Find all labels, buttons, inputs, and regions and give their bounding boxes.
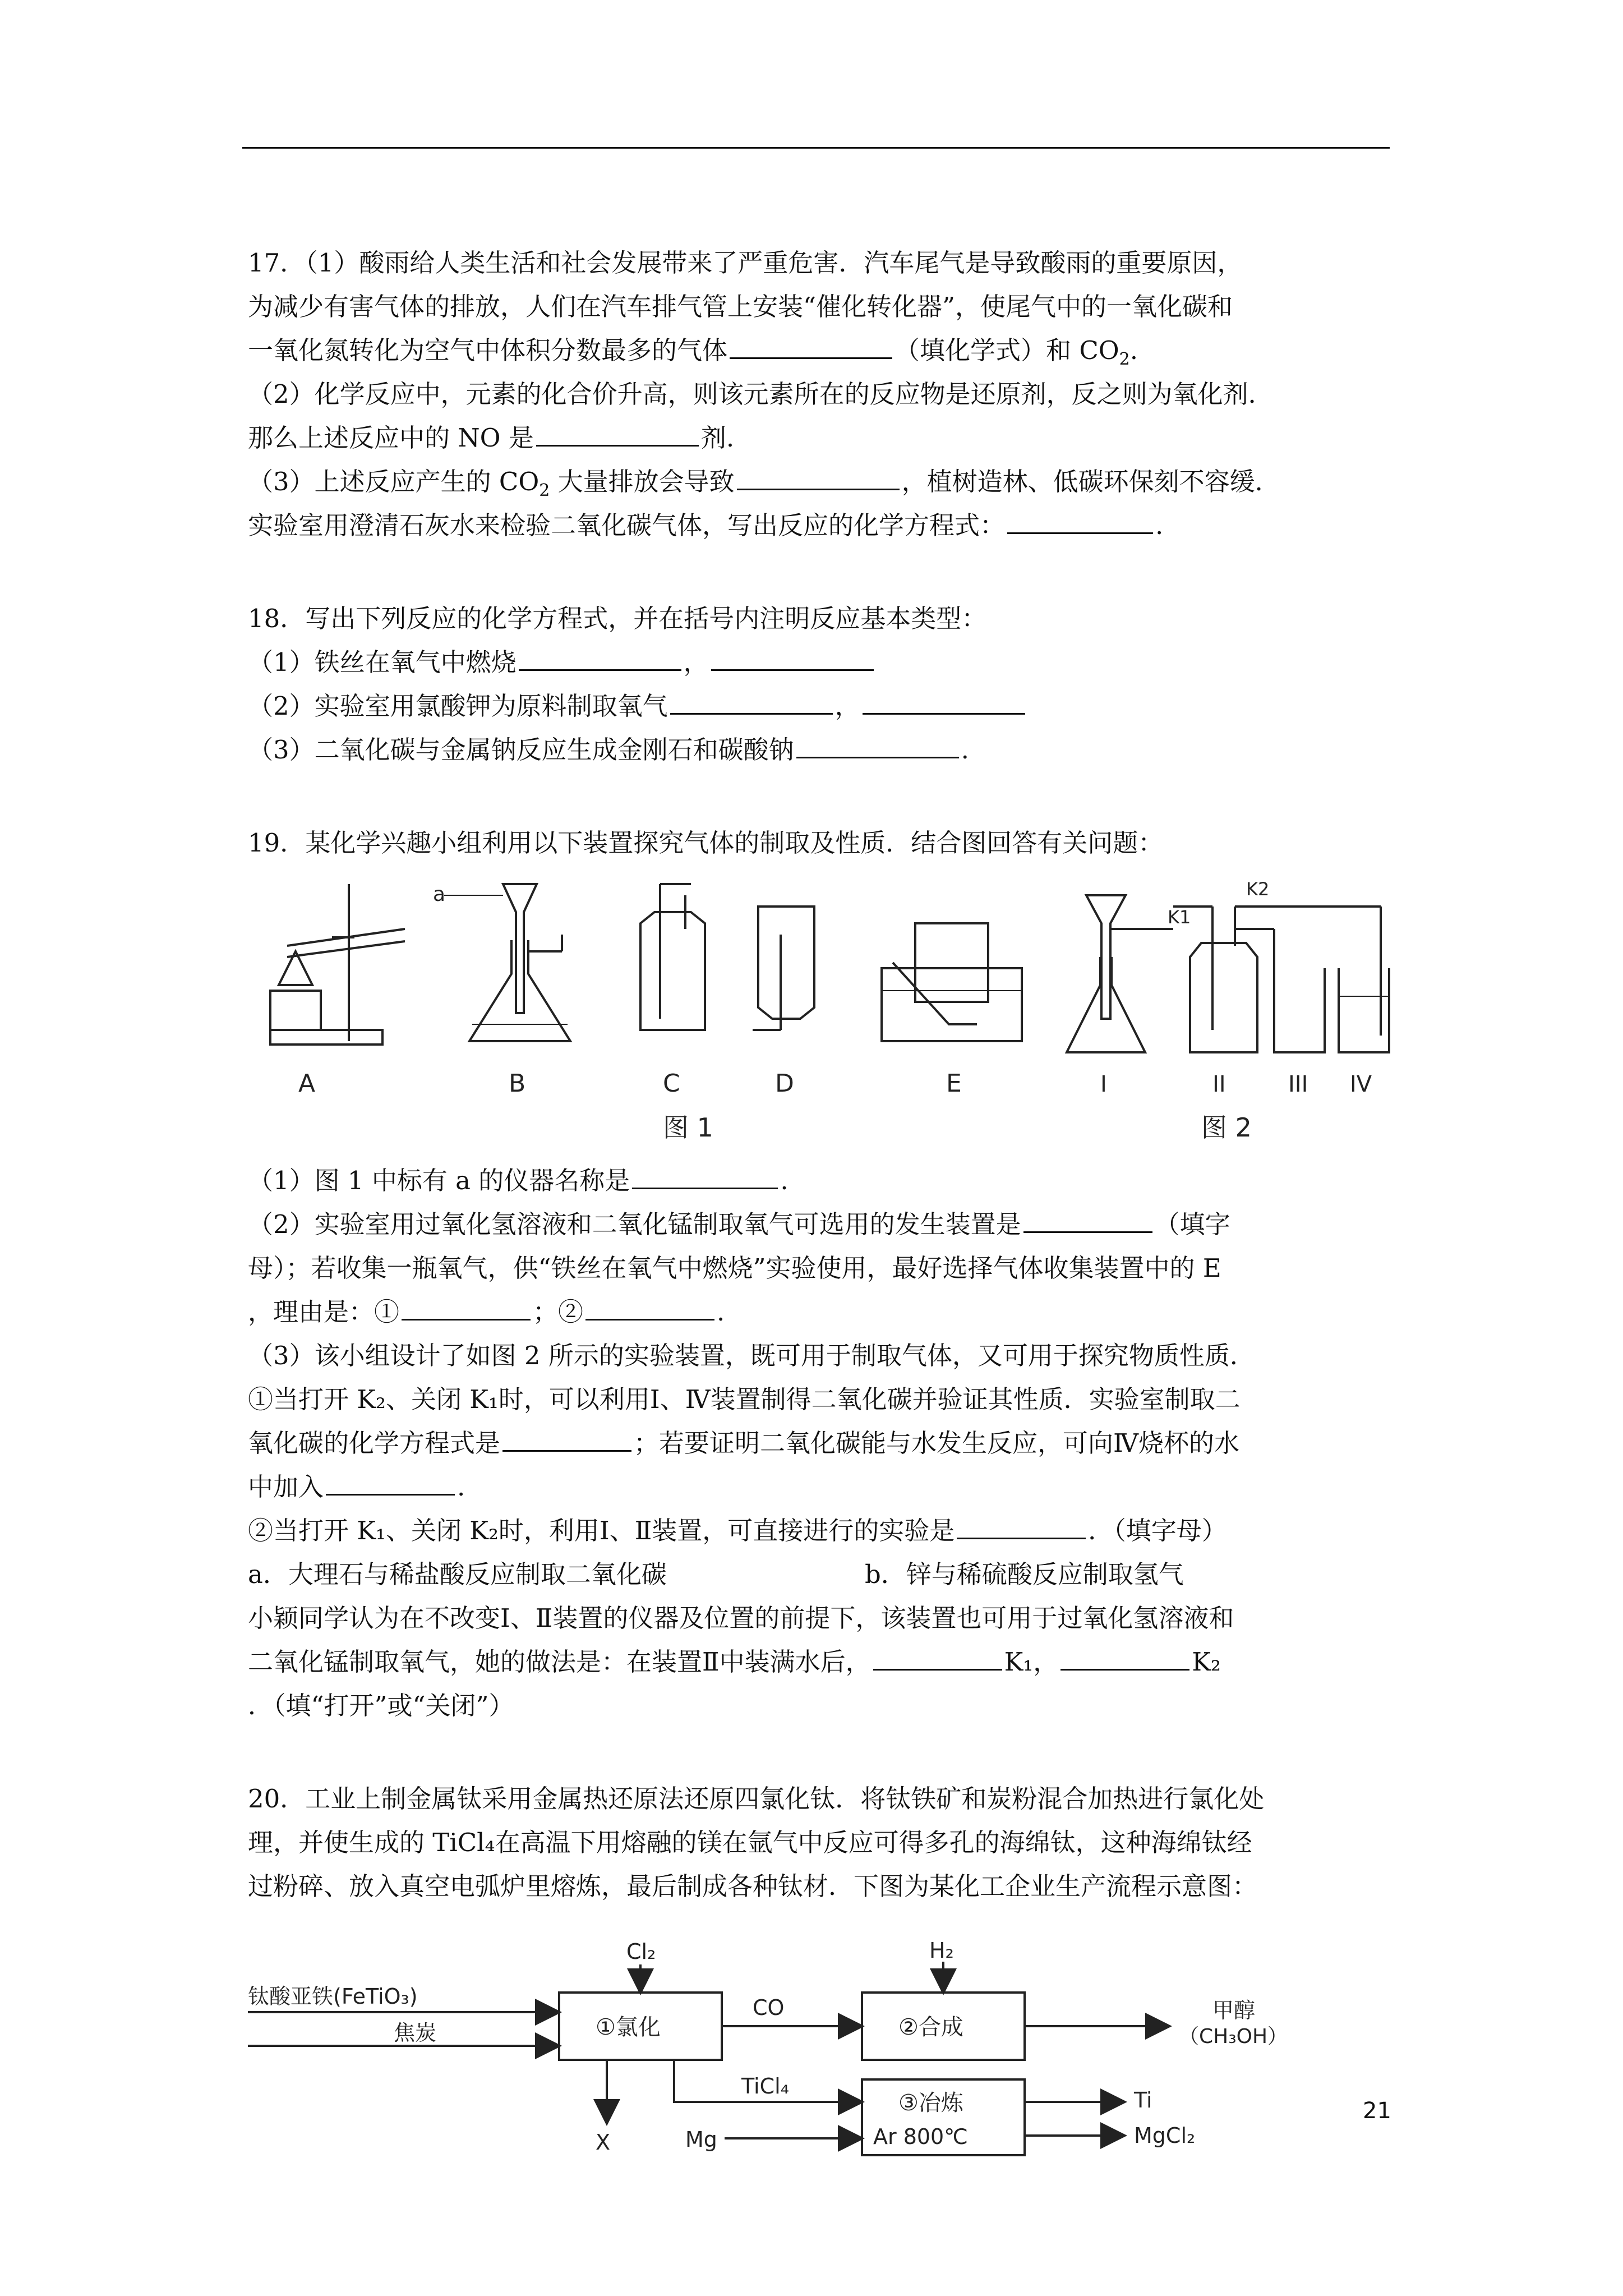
page-content bbox=[248, 241, 1392, 2166]
q18-text: （2）实验室用氯酸钾为原料制取氧气 bbox=[248, 691, 668, 721]
answer-blank[interactable] bbox=[730, 330, 892, 359]
answer-blank[interactable] bbox=[873, 1642, 1002, 1671]
flow-smelting-conditions: Ar 800℃ bbox=[873, 2124, 968, 2149]
q19-option-b: b．锌与稀硫酸反应制取氢气 bbox=[865, 1559, 1184, 1589]
q19-text: . bbox=[457, 1472, 465, 1502]
q19-line-7 bbox=[248, 1421, 1392, 1465]
fig-label-i: I bbox=[1100, 1071, 1107, 1097]
subscript: 2 bbox=[539, 481, 550, 500]
fig-label-k1: K1 bbox=[1168, 907, 1191, 928]
answer-blank[interactable] bbox=[536, 418, 699, 447]
q19-text: . bbox=[780, 1166, 789, 1195]
fig-label-a-pointer: a bbox=[433, 883, 446, 906]
q20-line-2: 理，并使生成的 TiCl₄在高温下用熔融的镁在氩气中反应可得多孔的海绵钛，这种海绵钛经 bbox=[248, 1828, 1252, 1857]
q19-text: ．（填字母） bbox=[1088, 1516, 1227, 1545]
answer-blank[interactable] bbox=[402, 1292, 531, 1320]
answer-blank[interactable] bbox=[1061, 1642, 1189, 1671]
q19-text: . bbox=[717, 1297, 725, 1327]
q17-text: 实验室用澄清石灰水来检验二氧化碳气体，写出反应的化学方程式： bbox=[248, 510, 1006, 540]
fig-label-d: D bbox=[775, 1069, 794, 1098]
flow-step-smelting: ③冶炼 bbox=[898, 2090, 963, 2116]
q17-text: 一氧化氮转化为空气中体积分数最多的气体 bbox=[248, 335, 728, 365]
flow-input-coke: 焦炭 bbox=[394, 2021, 437, 2045]
q19-option-a: a．大理石与稀盐酸反应制取二氧化碳 bbox=[248, 1559, 667, 1589]
q18-line-1: 18．写出下列反应的化学方程式，并在括号内注明反应基本类型： bbox=[248, 604, 987, 633]
answer-blank[interactable] bbox=[585, 1292, 714, 1320]
q17-text: . bbox=[1155, 510, 1164, 540]
q17-line-6 bbox=[248, 460, 1392, 504]
flow-ticl4: TiCl₄ bbox=[741, 2074, 789, 2099]
q19-intro: 19．某化学兴趣小组利用以下装置探究气体的制取及性质．结合图回答有关问题： bbox=[248, 828, 1164, 858]
q20-line-3: 过粉碎、放入真空电弧炉里熔炼，最后制成各种钛材．下图为某化工企业生产流程示意图： bbox=[248, 1871, 1258, 1901]
apparatus-c bbox=[640, 884, 705, 1030]
apparatus-2-iii bbox=[1274, 968, 1325, 1052]
apparatus-2-ii bbox=[1173, 907, 1381, 1052]
fig-label-b: B bbox=[509, 1069, 526, 1098]
flow-mg: Mg bbox=[685, 2127, 717, 2152]
q19-line-8 bbox=[248, 1465, 1392, 1509]
flow-product-ch3oh: （CH₃OH） bbox=[1179, 2025, 1288, 2048]
answer-blank[interactable] bbox=[957, 1511, 1086, 1539]
q19-line-13: ．（填“打开”或“关闭”） bbox=[248, 1691, 514, 1720]
q17-text: 剂. bbox=[700, 423, 735, 453]
flow-input-fetio3: 钛酸亚铁(FeTiO₃) bbox=[248, 1984, 418, 2009]
q17-text: ，植树造林、低碳环保刻不容缓． bbox=[901, 467, 1280, 496]
apparatus-figures bbox=[248, 873, 1392, 1153]
answer-blank[interactable] bbox=[737, 462, 900, 490]
flow-cl2: Cl₂ bbox=[626, 1942, 656, 1964]
subscript: 2 bbox=[1119, 349, 1130, 369]
fig1-caption: 图 1 bbox=[663, 1112, 713, 1143]
q19-line-9 bbox=[248, 1509, 1392, 1553]
apparatus-figure-svg bbox=[248, 873, 1392, 1153]
q17-line-7 bbox=[248, 504, 1392, 547]
flow-svg bbox=[248, 1942, 1392, 2166]
q17-line-4: （2）化学反应中，元素的化合价升高，则该元素所在的反应物是还原剂，反之则为氧化剂． bbox=[248, 379, 1274, 409]
question-19 bbox=[248, 821, 1392, 1728]
q19-text: （1）图 1 中标有 a 的仪器名称是 bbox=[248, 1166, 630, 1195]
q18-text: ， bbox=[834, 691, 860, 721]
fig-label-e: E bbox=[946, 1069, 962, 1098]
q19-text: 中加入 bbox=[248, 1472, 324, 1502]
q17-text: （填化学式）和 CO bbox=[895, 335, 1119, 365]
flow-x: X bbox=[596, 2130, 611, 2155]
apparatus-e bbox=[882, 923, 1022, 1041]
answer-blank[interactable] bbox=[632, 1161, 778, 1189]
fig-label-iv: IV bbox=[1350, 1071, 1372, 1097]
answer-blank[interactable] bbox=[1007, 505, 1153, 534]
flow-co: CO bbox=[753, 1995, 785, 2020]
fig-label-iii: III bbox=[1288, 1071, 1308, 1097]
q17-line-2: 为减少有害气体的排放，人们在汽车排气管上安装“催化转化器”，使尾气中的一氧化碳和 bbox=[248, 292, 1233, 321]
fig-label-k2: K2 bbox=[1246, 878, 1270, 900]
q17-text: 那么上述反应中的 NO 是 bbox=[248, 423, 534, 453]
q19-line-5: （3）该小组设计了如图 2 所示的实验装置，既可用于制取气体，又可用于探究物质性质． bbox=[248, 1341, 1255, 1370]
apparatus-b bbox=[444, 884, 570, 1041]
flow-product-ti: Ti bbox=[1134, 2088, 1152, 2113]
flow-product-mgcl2: MgCl₂ bbox=[1134, 2123, 1196, 2148]
q19-line-10 bbox=[248, 1553, 1392, 1596]
q19-line-4 bbox=[248, 1290, 1392, 1334]
answer-blank[interactable] bbox=[1023, 1204, 1152, 1233]
q18-text: （3）二氧化碳与金属钠反应生成金刚石和碳酸钠 bbox=[248, 735, 794, 765]
q18-text: ， bbox=[683, 647, 709, 677]
fig-label-c: C bbox=[663, 1069, 680, 1098]
question-17 bbox=[248, 241, 1392, 547]
q19-line-11: 小颖同学认为在不改变Ⅰ、Ⅱ装置的仪器及位置的前提下，该装置也可用于过氧化氢溶液和 bbox=[248, 1603, 1234, 1633]
fig2-caption: 图 2 bbox=[1201, 1112, 1252, 1143]
q18-text: （1）铁丝在氧气中燃烧 bbox=[248, 647, 517, 677]
page-number: 21 bbox=[1363, 2098, 1391, 2124]
q17-line-3 bbox=[248, 329, 1392, 372]
q19-text: （填字 bbox=[1154, 1209, 1230, 1239]
flow-product-methanol: 甲醇 bbox=[1212, 1998, 1256, 2023]
question-18 bbox=[248, 597, 1392, 772]
q19-text: K₂ bbox=[1192, 1647, 1221, 1677]
answer-blank[interactable] bbox=[670, 686, 833, 715]
q19-text: ；② bbox=[533, 1297, 584, 1327]
q17-text: . bbox=[1129, 335, 1138, 365]
q18-line-2 bbox=[248, 641, 1392, 684]
answer-blank[interactable] bbox=[711, 642, 874, 671]
q17-text: （3）上述反应产生的 CO bbox=[248, 467, 540, 496]
apparatus-2-iv bbox=[1339, 907, 1389, 1052]
q19-line-2 bbox=[248, 1203, 1392, 1246]
fig-label-ii: II bbox=[1212, 1071, 1226, 1097]
q19-line-12 bbox=[248, 1640, 1392, 1684]
question-20 bbox=[248, 1777, 1392, 2166]
flow-step-chlorination: ①氯化 bbox=[596, 2014, 661, 2040]
answer-blank[interactable] bbox=[863, 686, 1025, 715]
apparatus-d bbox=[753, 907, 814, 1030]
q19-line-3: 母）；若收集一瓶氧气，供“铁丝在氧气中燃烧”实验使用，最好选择气体收集装置中的 E bbox=[248, 1253, 1221, 1283]
fig-label-a: A bbox=[298, 1069, 316, 1098]
q19-line-6: ①当打开 K₂、关闭 K₁时，可以利用Ⅰ、Ⅳ装置制得二氧化碳并验证其性质．实验室制取二 bbox=[248, 1384, 1241, 1414]
q17-line-5 bbox=[248, 416, 1392, 460]
q17-line-1: 17．（1）酸雨给人类生活和社会发展带来了严重危害．汽车尾气是导致酸雨的重要原因， bbox=[248, 248, 1243, 278]
q19-text: ；若要证明二氧化碳能与水发生反应，可向Ⅳ烧杯的水 bbox=[634, 1428, 1239, 1458]
q20-line-1: 20．工业上制金属钛采用金属热还原法还原四氯化钛．将钛铁矿和炭粉混合加热进行氯化处 bbox=[248, 1784, 1265, 1814]
process-flow-diagram bbox=[248, 1942, 1392, 2166]
q19-line-1 bbox=[248, 1159, 1392, 1203]
q18-line-3 bbox=[248, 684, 1392, 728]
q19-text: ，理由是：① bbox=[248, 1297, 400, 1327]
q19-text: K₁， bbox=[1004, 1647, 1059, 1677]
apparatus-2-i bbox=[1067, 895, 1173, 1052]
q19-text: 二氧化锰制取氧气，她的做法是：在装置Ⅱ中装满水后， bbox=[248, 1647, 871, 1677]
flow-h2: H₂ bbox=[929, 1942, 954, 1963]
q17-text: 大量排放会导致 bbox=[550, 467, 735, 496]
q18-line-4 bbox=[248, 728, 1392, 772]
q19-text: 氧化碳的化学方程式是 bbox=[248, 1428, 501, 1458]
q19-text: （2）实验室用过氧化氢溶液和二氧化锰制取氧气可选用的发生装置是 bbox=[248, 1209, 1021, 1239]
answer-blank[interactable] bbox=[796, 730, 959, 758]
header-rule bbox=[242, 147, 1390, 149]
answer-blank[interactable] bbox=[519, 642, 681, 671]
answer-blank[interactable] bbox=[326, 1467, 455, 1496]
apparatus-a bbox=[270, 884, 405, 1045]
q19-text: ②当打开 K₁、关闭 K₂时，利用Ⅰ、Ⅱ装置，可直接进行的实验是 bbox=[248, 1516, 955, 1545]
q18-text: . bbox=[961, 735, 969, 765]
answer-blank[interactable] bbox=[502, 1423, 631, 1452]
flow-step-synthesis: ②合成 bbox=[898, 2014, 963, 2040]
